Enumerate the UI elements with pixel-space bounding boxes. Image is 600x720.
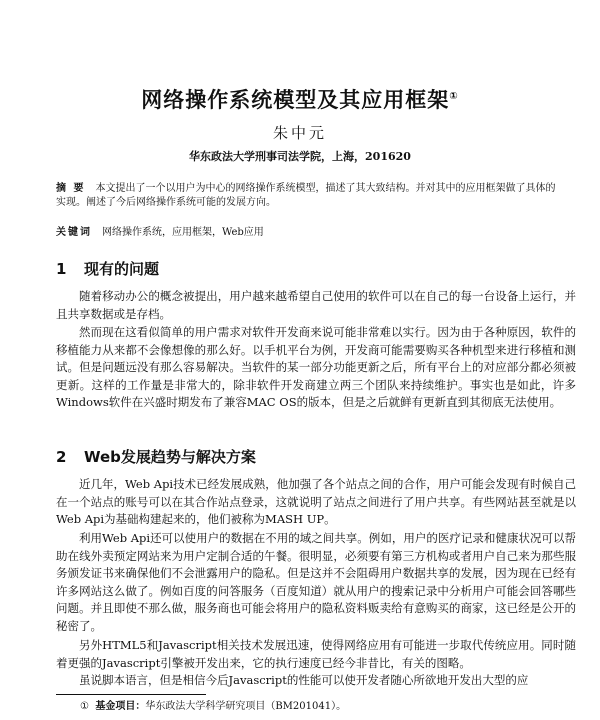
footnote-label: 基金项目： [95,701,146,712]
keywords [56,226,556,240]
section-number: 1 [56,260,67,278]
author-affiliation: 华东政法大学刑事司法学院，上海，201620 [189,150,411,163]
section-number: 2 [56,448,67,466]
section-heading-text: Web发展趋势与解决方案 [84,448,256,466]
paper-title-text: 网络操作系统模型及其应用框架 [141,88,450,112]
author-name: 朱中元 [272,124,327,142]
title-footnote-mark: ① [449,91,459,102]
footnote [80,700,560,714]
abstract-label: 摘 要 [56,183,86,194]
paragraph: 然而现在这看似简单的用户需求对软件开发商来说可能非常难以实行。因为由于各种原因，软件的移植能力从来都不会像想像的那么好。以手机平台为例，开发商可能需要购买各种机型来进行移植和测试。但是问题远没有那么容易解决。当软件的某一部分功能更新之后，所有平台上的对应部分都必须被更新。这样的工作量是非常大的，除非软件开发商建立两三个团队来持续维护。事实也是如此，许多Windows软件在兴盛时期发布了兼容MAC OS的版本，但是之后就鲜有更新直到其彻底无法使用。 [56,325,576,409]
footnote-text: 华东政法大学科学研究项目（BM201041）。 [145,701,347,712]
footnote-divider [56,694,206,695]
section-heading-2 [56,446,256,467]
paragraph: 近几年，Web Api技术已经发展成熟，他加强了各个站点之间的合作，用户可能会发现有时候自己在一个站点的账号可以在其合作站点登录，这就说明了站点之间进行了用户共享。有些网站甚至就是以Web Api为基础构建起来的，他们被称为MASH UP。 [56,477,576,526]
paragraph: 利用Web Api还可以使用户的数据在不用的域之间共享。例如，用户的医疗记录和健康状况可以帮助在线外卖预定网站来为用户定制合适的午餐。很明显，必须要有第三方机构或者用户自己来为那些服务颁发证书来确保他们不会泄露用户的隐私。但是这并不会阻碍用户数据共享的发展，因为现在已经有许多网站这么做了。例如百度的问答服务（百度知道）就从用户的搜索记录中分析用户可能会回答哪些问题。并且即使不那么做，服务商也可能会将用户的隐私资料贩卖给有意购买的商家，这已经是公开的秘密了。 [56,531,576,633]
paper-title [0,84,600,114]
footnote-mark: ① [80,701,89,712]
paragraph: 随着移动办公的概念被提出，用户越来越希望自己使用的软件可以在自己的每一台设备上运行，并且共享数据或是存档。 [56,289,576,321]
abstract [56,182,556,210]
paragraph: 另外HTML5和Javascript相关技术发展迅速，使得网络应用有可能进一步取代传统应用。同时随着更强的Javascript引擎被开发出来，它的执行速度已经今非昔比，有关的图略。 [56,638,576,670]
paragraph: 虽说脚本语言，但是相信今后Javascript的性能可以使开发者随心所欲地开发出大型的应 [79,673,529,687]
section-heading-text: 现有的问题 [84,260,160,278]
abstract-text: 本文提出了一个以用户为中心的网络操作系统模型，描述了其大致结构。并对其中的应用框架做了具体的实现。阐述了今后网络操作系统可能的发展方向。 [56,183,556,208]
keywords-label: 关键词 [56,227,92,238]
keywords-text: 网络操作系统，应用框架，Web应用 [102,227,264,238]
section-heading-1 [56,258,159,279]
